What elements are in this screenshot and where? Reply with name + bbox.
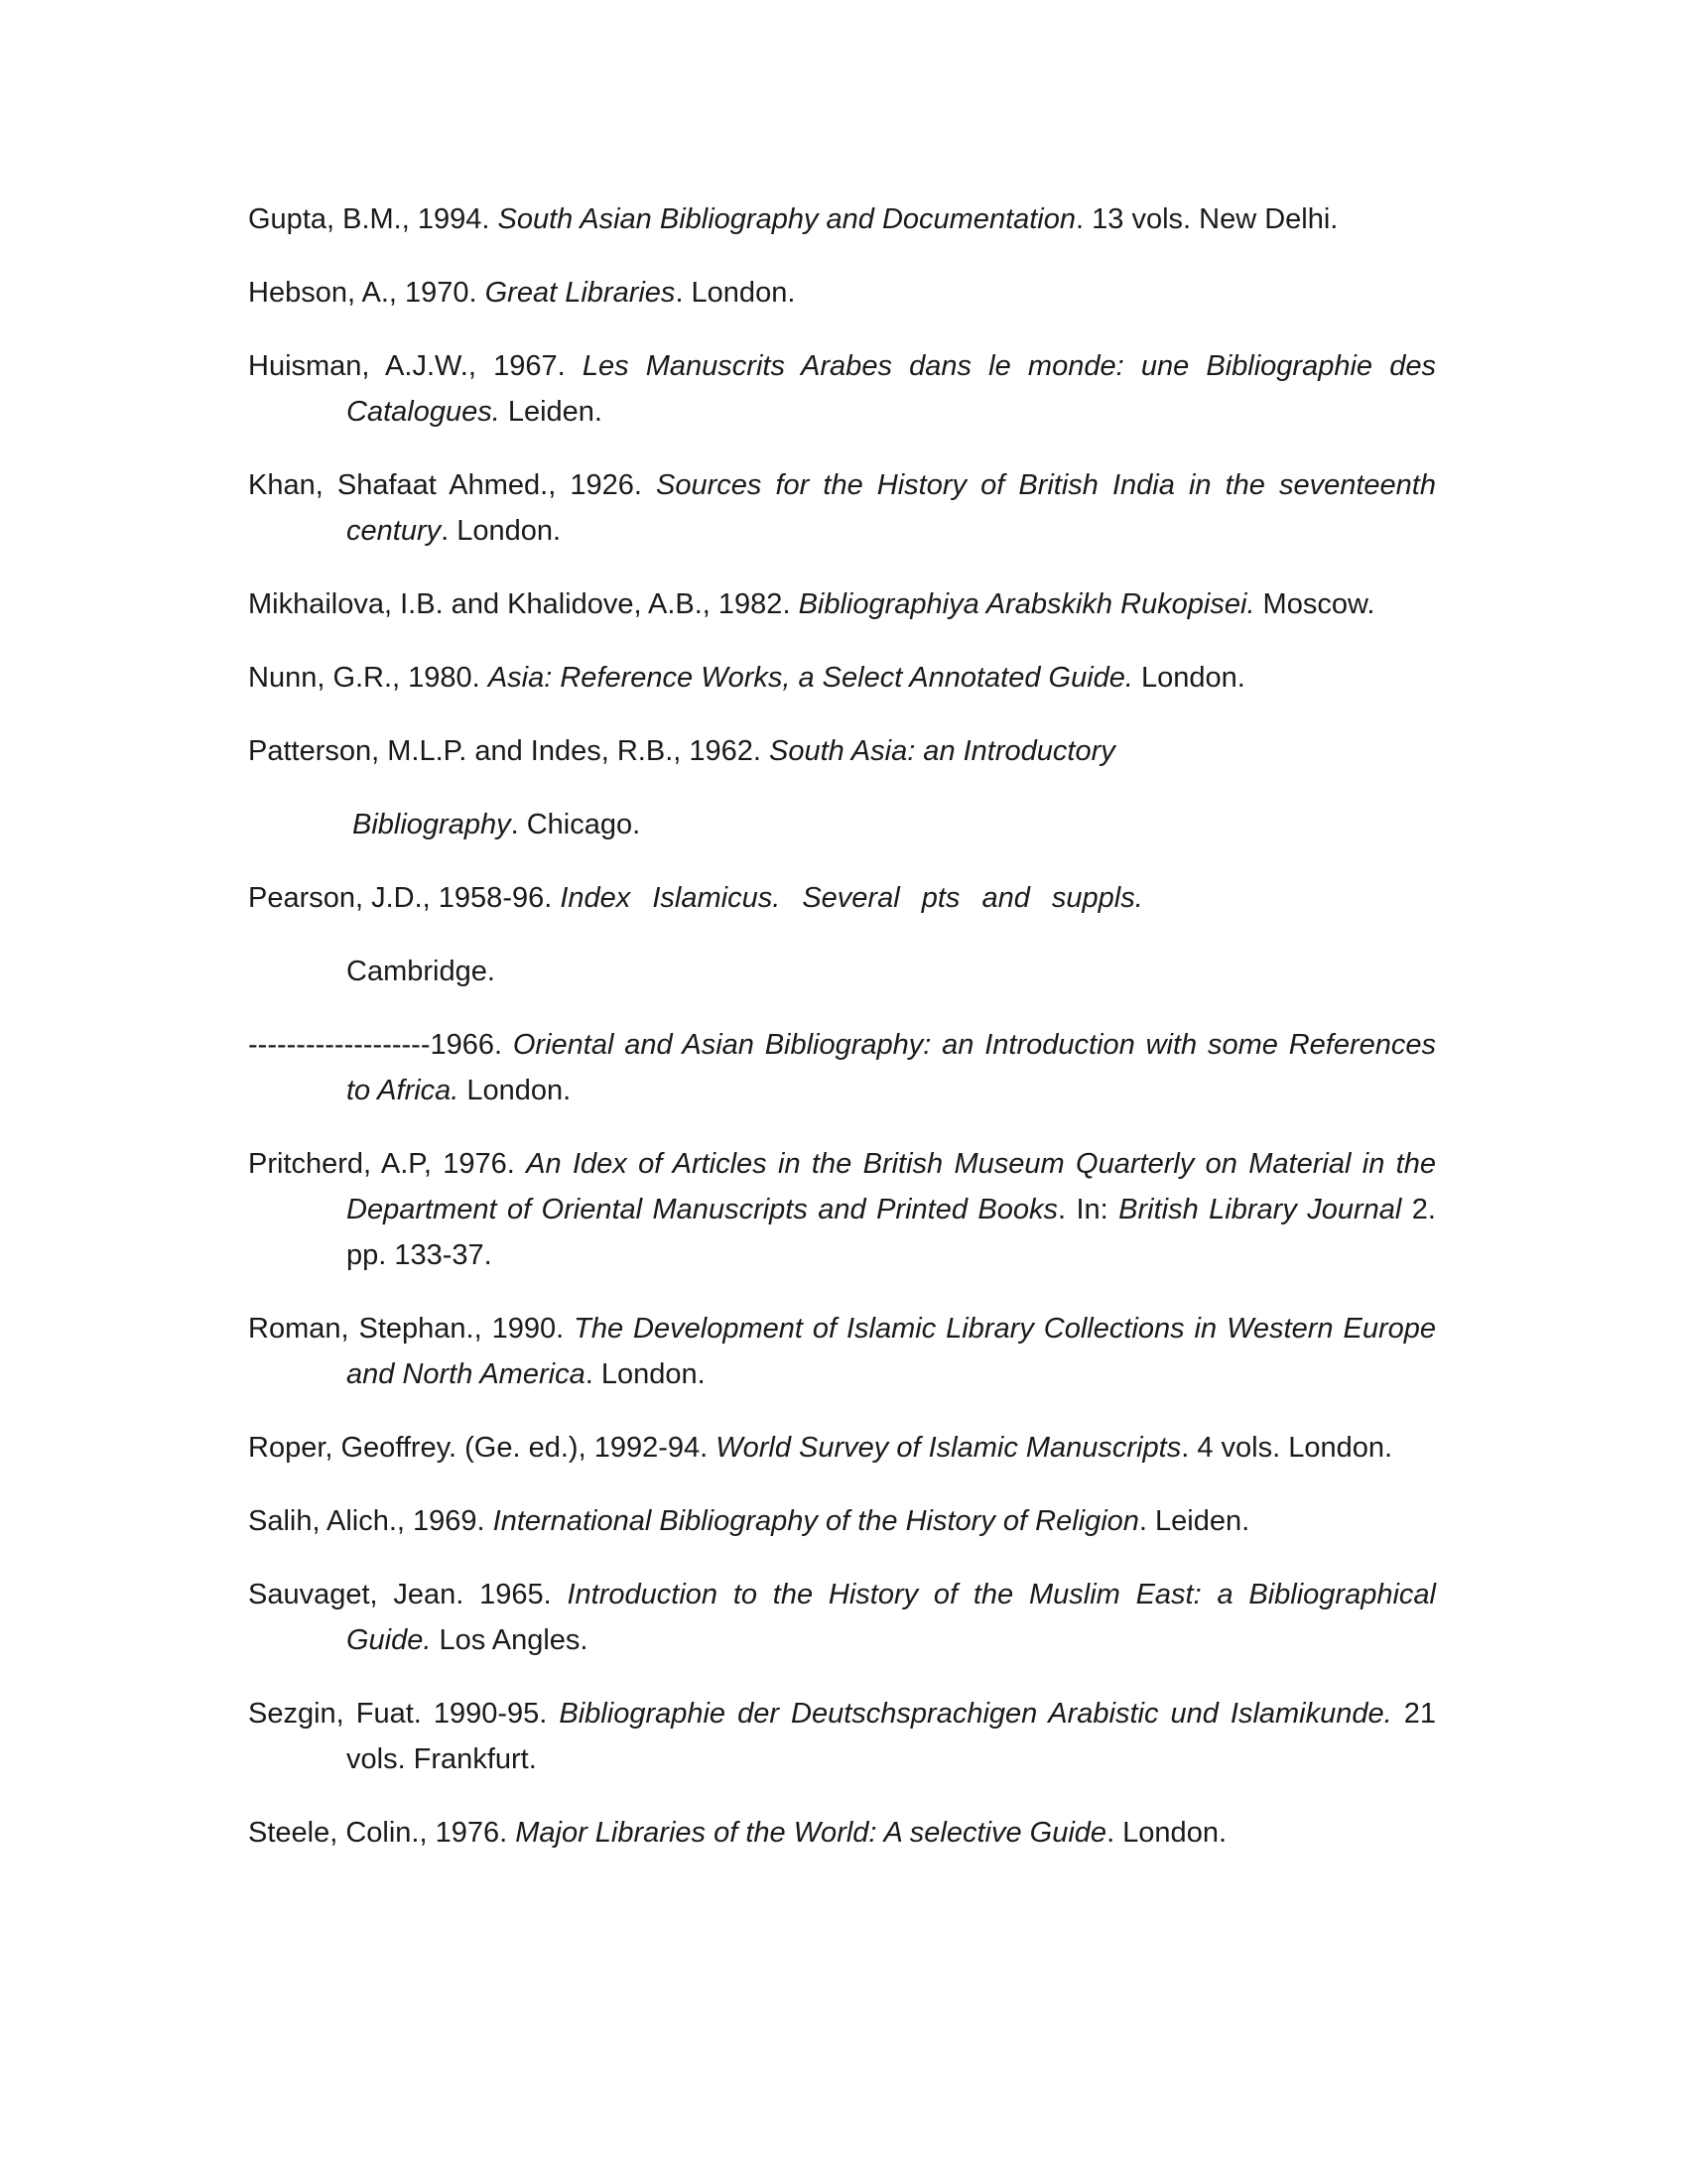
reference-entry-roper bbox=[248, 1425, 1436, 1471]
reference-title: An Idex of Articles in the British Museum Quarterly on Material in the Department of Oriental Manuscripts and Printed Books bbox=[346, 1148, 1436, 1225]
reference-publication: . London. bbox=[441, 515, 562, 547]
reference-entry-sauvaget bbox=[248, 1572, 1436, 1663]
reference-publication: . London. bbox=[584, 1358, 706, 1390]
reference-title: South Asian Bibliography and Documentation bbox=[497, 203, 1077, 235]
reference-author: Huisman, A.J.W., 1967. bbox=[248, 350, 583, 382]
reference-entry-steele bbox=[248, 1810, 1436, 1856]
reference-entry-pritcherd bbox=[248, 1141, 1436, 1278]
reference-publication: Moscow. bbox=[1254, 588, 1375, 620]
reference-title: Asia: Reference Works, a Select Annotated Guide. bbox=[487, 662, 1133, 694]
reference-entry-patterson bbox=[248, 728, 1436, 774]
reference-title: Introduction to the History of the Muslim East: a Bibliographical Guide. bbox=[346, 1579, 1436, 1656]
reference-entry-nunn bbox=[248, 655, 1436, 701]
reference-publication: . London. bbox=[675, 277, 796, 309]
reference-author: Hebson, A., 1970. bbox=[248, 277, 485, 309]
reference-publication: . London. bbox=[1106, 1817, 1228, 1849]
reference-title: Sources for the History of British India in the seventeenth century bbox=[346, 469, 1436, 547]
reference-publication: . Chicago. bbox=[510, 809, 641, 840]
reference-title: Les Manuscrits Arabes dans le monde: une Bibliographie des Catalogues. bbox=[346, 350, 1436, 428]
reference-entry-pearson bbox=[248, 875, 1436, 921]
reference-publication: Leiden. bbox=[499, 396, 602, 428]
reference-title: Bibliographiya Arabskikh Rukopisei. bbox=[798, 588, 1255, 620]
reference-author: Gupta, B.M., 1994. bbox=[248, 203, 498, 235]
reference-continuation-pearson bbox=[346, 949, 1436, 994]
reference-publication: London. bbox=[1132, 662, 1245, 694]
reference-continuation-patterson bbox=[352, 802, 1436, 847]
reference-publication: London. bbox=[458, 1075, 572, 1106]
reference-publication: . In: bbox=[1058, 1194, 1119, 1225]
reference-publication: . Leiden. bbox=[1138, 1505, 1250, 1537]
reference-publication: . 4 vols. London. bbox=[1181, 1432, 1393, 1464]
reference-author: Mikhailova, I.B. and Khalidove, A.B., 1982. bbox=[248, 588, 799, 620]
reference-author: Pritcherd, A.P, 1976. bbox=[248, 1148, 527, 1180]
reference-title: Major Libraries of the World: A selective Guide bbox=[515, 1817, 1107, 1849]
reference-publication: Los Angles. bbox=[431, 1624, 588, 1656]
reference-entry-sezgin bbox=[248, 1691, 1436, 1782]
reference-title: Oriental and Asian Bibliography: an Introduction with some References to Africa. bbox=[346, 1029, 1436, 1106]
reference-list bbox=[248, 196, 1436, 1883]
reference-title: Bibliography bbox=[352, 809, 511, 840]
reference-author: Pearson, J.D., 1958-96. bbox=[248, 882, 561, 914]
reference-title: The Development of Islamic Library Collections in Western Europe and North America bbox=[346, 1313, 1436, 1390]
reference-author: Sezgin, Fuat. 1990-95. bbox=[248, 1698, 560, 1730]
reference-publication: Cambridge. bbox=[346, 956, 495, 987]
reference-publication: 21 vols. Frankfurt. bbox=[346, 1698, 1436, 1775]
reference-title: Bibliographie der Deutschsprachigen Arabistic und Islamikunde. bbox=[559, 1698, 1392, 1730]
reference-pages: 2. pp. 133-37. bbox=[346, 1194, 1436, 1271]
reference-entry-gupta bbox=[248, 196, 1436, 242]
reference-entry-mikhailova bbox=[248, 581, 1436, 627]
reference-author: Steele, Colin., 1976. bbox=[248, 1817, 516, 1849]
reference-entry-salih bbox=[248, 1498, 1436, 1544]
reference-author: Patterson, M.L.P. and Indes, R.B., 1962. bbox=[248, 735, 770, 767]
reference-publication: . 13 vols. New Delhi. bbox=[1076, 203, 1339, 235]
reference-author: Khan, Shafaat Ahmed., 1926. bbox=[248, 469, 657, 501]
reference-entry-pearson-1966 bbox=[248, 1022, 1436, 1113]
reference-author: -------------------1966. bbox=[248, 1029, 513, 1061]
reference-entry-huisman bbox=[248, 343, 1436, 435]
reference-author: Sauvaget, Jean. 1965. bbox=[248, 1579, 568, 1610]
reference-author: Roper, Geoffrey. (Ge. ed.), 1992-94. bbox=[248, 1432, 716, 1464]
reference-title: International Bibliography of the History of Religion bbox=[492, 1505, 1139, 1537]
reference-journal: British Library Journal bbox=[1118, 1194, 1402, 1225]
reference-author: Nunn, G.R., 1980. bbox=[248, 662, 488, 694]
reference-author: Roman, Stephan., 1990. bbox=[248, 1313, 575, 1345]
reference-entry-khan bbox=[248, 462, 1436, 554]
reference-title: Index Islamicus. Several pts and suppls. bbox=[560, 882, 1143, 914]
reference-entry-hebson bbox=[248, 270, 1436, 316]
reference-title: Great Libraries bbox=[484, 277, 676, 309]
reference-title: South Asia: an Introductory bbox=[769, 735, 1115, 767]
reference-title: World Survey of Islamic Manuscripts bbox=[715, 1432, 1182, 1464]
reference-entry-roman bbox=[248, 1306, 1436, 1397]
reference-author: Salih, Alich., 1969. bbox=[248, 1505, 493, 1537]
